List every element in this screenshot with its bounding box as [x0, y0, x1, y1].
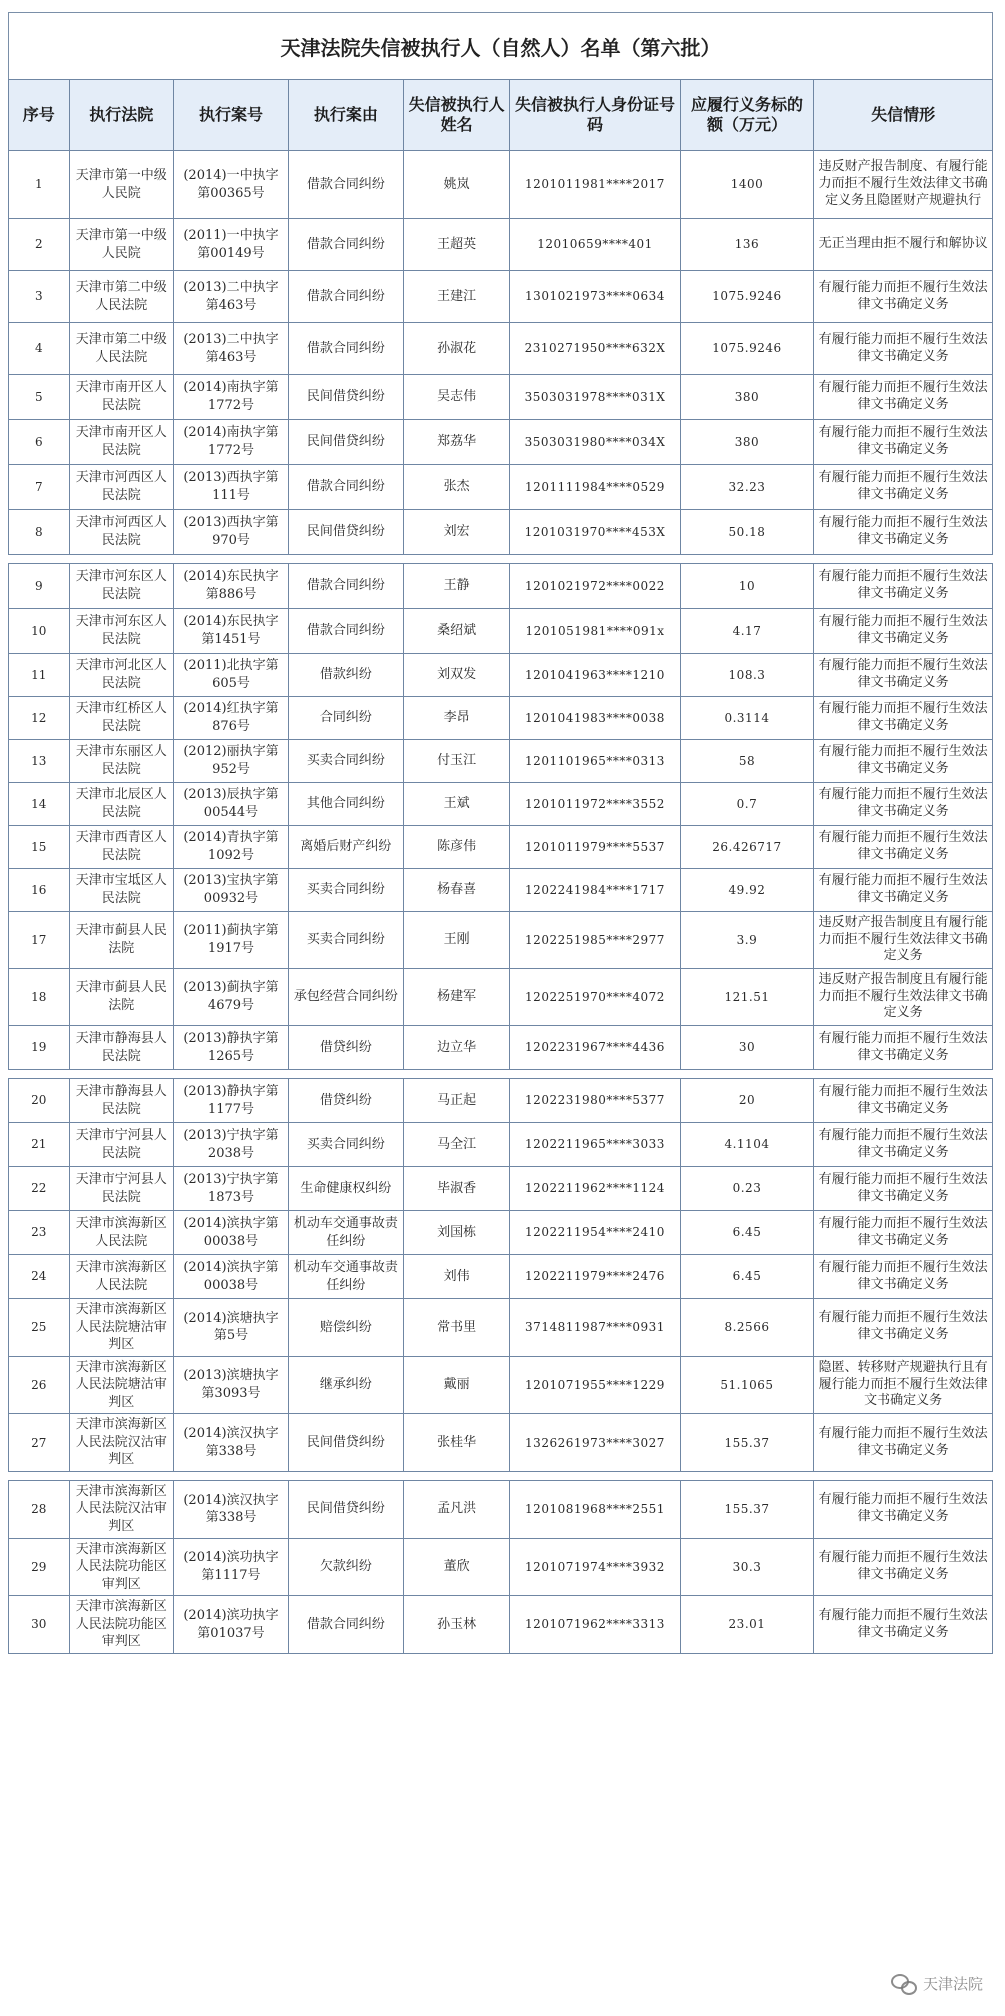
row-seq: 13 [9, 740, 70, 783]
row-court: 天津市西青区人民法院 [69, 826, 173, 869]
row-id-no: 1201011979****5537 [510, 826, 680, 869]
row-id-no: 1201111984****0529 [510, 465, 680, 510]
row-amount: 26.426717 [680, 826, 814, 869]
table-header-row [9, 80, 993, 151]
table-row [9, 375, 993, 420]
row-id-no: 1201041963****1210 [510, 654, 680, 697]
row-case-no: (2014)南执字第1772号 [174, 375, 289, 420]
row-name: 王刚 [403, 912, 510, 969]
row-amount: 136 [680, 219, 814, 271]
row-case-no: (2012)丽执字第952号 [174, 740, 289, 783]
row-case-no: (2013)二中执字第463号 [174, 323, 289, 375]
row-court: 天津市河西区人民法院 [69, 465, 173, 510]
header-amount: 应履行义务标的额（万元） [680, 80, 814, 151]
row-case-no: (2013)西执字第970号 [174, 510, 289, 555]
row-situation: 有履行能力而拒不履行生效法律文书确定义务 [814, 271, 993, 323]
row-id-no: 1202211979****2476 [510, 1255, 680, 1299]
row-situation: 有履行能力而拒不履行生效法律文书确定义务 [814, 465, 993, 510]
row-amount: 155.37 [680, 1480, 814, 1538]
header-cause: 执行案由 [288, 80, 403, 151]
row-court: 天津市北辰区人民法院 [69, 783, 173, 826]
row-seq: 21 [9, 1123, 70, 1167]
row-case-no: (2013)辰执字第00544号 [174, 783, 289, 826]
row-seq: 30 [9, 1596, 70, 1654]
row-seq: 20 [9, 1079, 70, 1123]
header-id-no: 失信被执行人身份证号码 [510, 80, 680, 151]
row-court: 天津市滨海新区人民法院功能区审判区 [69, 1538, 173, 1596]
row-case-no: (2011)一中执字第00149号 [174, 219, 289, 271]
row-name: 吴志伟 [403, 375, 510, 420]
table-row [9, 151, 993, 219]
row-seq: 29 [9, 1538, 70, 1596]
row-situation: 有履行能力而拒不履行生效法律文书确定义务 [814, 1480, 993, 1538]
row-name: 姚岚 [403, 151, 510, 219]
row-seq: 15 [9, 826, 70, 869]
row-case-no: (2011)北执字第605号 [174, 654, 289, 697]
row-court: 天津市滨海新区人民法院塘沽审判区 [69, 1356, 173, 1414]
row-situation: 有履行能力而拒不履行生效法律文书确定义务 [814, 323, 993, 375]
row-situation: 有履行能力而拒不履行生效法律文书确定义务 [814, 1026, 993, 1070]
row-name: 王超英 [403, 219, 510, 271]
row-case-no: (2014)一中执字第00365号 [174, 151, 289, 219]
row-situation: 有履行能力而拒不履行生效法律文书确定义务 [814, 609, 993, 654]
row-seq: 4 [9, 323, 70, 375]
row-court: 天津市滨海新区人民法院 [69, 1255, 173, 1299]
row-name: 张杰 [403, 465, 510, 510]
table-row [9, 969, 993, 1026]
table-row [9, 609, 993, 654]
row-name: 刘伟 [403, 1255, 510, 1299]
row-court: 天津市第一中级人民院 [69, 219, 173, 271]
row-case-no: (2013)宁执字第2038号 [174, 1123, 289, 1167]
row-amount: 23.01 [680, 1596, 814, 1654]
table-row [9, 564, 993, 609]
row-cause: 买卖合同纠纷 [288, 869, 403, 912]
row-court: 天津市滨海新区人民法院汉沽审判区 [69, 1414, 173, 1472]
row-case-no: (2014)滨功执字第1117号 [174, 1538, 289, 1596]
row-cause: 民间借贷纠纷 [288, 510, 403, 555]
table-row [9, 271, 993, 323]
table-row [9, 1079, 993, 1123]
row-seq: 11 [9, 654, 70, 697]
document-sheet [8, 12, 993, 1654]
row-name: 毕淑香 [403, 1167, 510, 1211]
row-id-no: 1202251970****4072 [510, 969, 680, 1026]
row-seq: 14 [9, 783, 70, 826]
row-seq: 18 [9, 969, 70, 1026]
row-amount: 4.17 [680, 609, 814, 654]
row-amount: 30.3 [680, 1538, 814, 1596]
row-situation: 有履行能力而拒不履行生效法律文书确定义务 [814, 783, 993, 826]
row-amount: 1400 [680, 151, 814, 219]
row-cause: 借贷纠纷 [288, 1079, 403, 1123]
row-amount: 4.1104 [680, 1123, 814, 1167]
row-name: 王建江 [403, 271, 510, 323]
row-amount: 1075.9246 [680, 271, 814, 323]
table-row [9, 1480, 993, 1538]
row-id-no: 1202231967****4436 [510, 1026, 680, 1070]
table-row [9, 1538, 993, 1596]
row-id-no: 1201071974****3932 [510, 1538, 680, 1596]
table-row [9, 1167, 993, 1211]
row-case-no: (2013)宝执字第00932号 [174, 869, 289, 912]
row-situation: 有履行能力而拒不履行生效法律文书确定义务 [814, 1211, 993, 1255]
row-court: 天津市静海县人民法院 [69, 1026, 173, 1070]
row-situation: 有履行能力而拒不履行生效法律文书确定义务 [814, 1167, 993, 1211]
row-seq: 23 [9, 1211, 70, 1255]
row-court: 天津市河西区人民法院 [69, 510, 173, 555]
row-name: 王斌 [403, 783, 510, 826]
row-court: 天津市河东区人民法院 [69, 609, 173, 654]
row-id-no: 1202211954****2410 [510, 1211, 680, 1255]
row-situation: 有履行能力而拒不履行生效法律文书确定义务 [814, 1123, 993, 1167]
row-court: 天津市宁河县人民法院 [69, 1167, 173, 1211]
row-cause: 离婚后财产纠纷 [288, 826, 403, 869]
table-row [9, 1255, 993, 1299]
row-name: 桑绍斌 [403, 609, 510, 654]
row-cause: 买卖合同纠纷 [288, 740, 403, 783]
row-name: 郑荔华 [403, 420, 510, 465]
row-case-no: (2013)蓟执字第4679号 [174, 969, 289, 1026]
table-row [9, 697, 993, 740]
row-cause: 借贷纠纷 [288, 1026, 403, 1070]
row-cause: 借款纠纷 [288, 654, 403, 697]
row-amount: 6.45 [680, 1255, 814, 1299]
row-id-no: 1301021973****0634 [510, 271, 680, 323]
table-body [9, 151, 993, 1654]
row-court: 天津市南开区人民法院 [69, 375, 173, 420]
row-amount: 58 [680, 740, 814, 783]
row-id-no: 1326261973****3027 [510, 1414, 680, 1472]
row-id-no: 1201031970****453X [510, 510, 680, 555]
row-cause: 欠款纠纷 [288, 1538, 403, 1596]
row-case-no: (2013)滨塘执字第3093号 [174, 1356, 289, 1414]
table-row [9, 1299, 993, 1357]
row-amount: 0.3114 [680, 697, 814, 740]
row-seq: 7 [9, 465, 70, 510]
row-seq: 28 [9, 1480, 70, 1538]
row-amount: 30 [680, 1026, 814, 1070]
row-id-no: 1202241984****1717 [510, 869, 680, 912]
row-id-no: 3714811987****0931 [510, 1299, 680, 1357]
row-seq: 24 [9, 1255, 70, 1299]
row-amount: 380 [680, 420, 814, 465]
table-row [9, 869, 993, 912]
table-row [9, 1123, 993, 1167]
row-situation: 有履行能力而拒不履行生效法律文书确定义务 [814, 697, 993, 740]
row-amount: 155.37 [680, 1414, 814, 1472]
row-cause: 借款合同纠纷 [288, 323, 403, 375]
table-row [9, 912, 993, 969]
row-court: 天津市滨海新区人民法院功能区审判区 [69, 1596, 173, 1654]
row-court: 天津市第二中级人民法院 [69, 323, 173, 375]
row-cause: 买卖合同纠纷 [288, 912, 403, 969]
row-name: 孙淑花 [403, 323, 510, 375]
row-case-no: (2013)二中执字第463号 [174, 271, 289, 323]
row-court: 天津市第二中级人民法院 [69, 271, 173, 323]
row-name: 孙玉林 [403, 1596, 510, 1654]
row-situation: 违反财产报告制度、有履行能力而拒不履行生效法律文书确定义务且隐匿财产规避执行 [814, 151, 993, 219]
row-seq: 22 [9, 1167, 70, 1211]
row-cause: 其他合同纠纷 [288, 783, 403, 826]
row-court: 天津市宝坻区人民法院 [69, 869, 173, 912]
row-case-no: (2014)红执字第876号 [174, 697, 289, 740]
table-row [9, 740, 993, 783]
row-name: 马全江 [403, 1123, 510, 1167]
row-case-no: (2014)滨功执字第01037号 [174, 1596, 289, 1654]
row-court: 天津市滨海新区人民法院汉沽审判区 [69, 1480, 173, 1538]
header-case-no: 执行案号 [174, 80, 289, 151]
row-situation: 违反财产报告制度且有履行能力而拒不履行生效法律文书确定义务 [814, 912, 993, 969]
row-id-no: 1201021972****0022 [510, 564, 680, 609]
row-court: 天津市河北区人民法院 [69, 654, 173, 697]
row-name: 杨建军 [403, 969, 510, 1026]
row-situation: 有履行能力而拒不履行生效法律文书确定义务 [814, 564, 993, 609]
row-seq: 16 [9, 869, 70, 912]
row-case-no: (2013)西执字第111号 [174, 465, 289, 510]
row-amount: 0.23 [680, 1167, 814, 1211]
table-row [9, 219, 993, 271]
row-cause: 机动车交通事故责任纠纷 [288, 1255, 403, 1299]
row-situation: 有履行能力而拒不履行生效法律文书确定义务 [814, 826, 993, 869]
table-row [9, 323, 993, 375]
row-situation: 有履行能力而拒不履行生效法律文书确定义务 [814, 1079, 993, 1123]
wechat-icon [891, 1972, 917, 1994]
row-amount: 1075.9246 [680, 323, 814, 375]
row-case-no: (2014)滨汉执字第338号 [174, 1414, 289, 1472]
row-situation: 违反财产报告制度且有履行能力而拒不履行生效法律文书确定义务 [814, 969, 993, 1026]
row-situation: 有履行能力而拒不履行生效法律文书确定义务 [814, 654, 993, 697]
row-situation: 无正当理由拒不履行和解协议 [814, 219, 993, 271]
row-seq: 5 [9, 375, 70, 420]
table-row [9, 465, 993, 510]
row-situation: 有履行能力而拒不履行生效法律文书确定义务 [814, 869, 993, 912]
table-row [9, 1211, 993, 1255]
row-id-no: 1202211965****3033 [510, 1123, 680, 1167]
table-row [9, 1356, 993, 1414]
row-cause: 民间借贷纠纷 [288, 1480, 403, 1538]
row-seq: 19 [9, 1026, 70, 1070]
row-cause: 生命健康权纠纷 [288, 1167, 403, 1211]
row-amount: 380 [680, 375, 814, 420]
row-cause: 买卖合同纠纷 [288, 1123, 403, 1167]
row-cause: 借款合同纠纷 [288, 564, 403, 609]
row-court: 天津市滨海新区人民法院 [69, 1211, 173, 1255]
row-seq: 9 [9, 564, 70, 609]
section-gap [9, 1471, 993, 1480]
row-situation: 有履行能力而拒不履行生效法律文书确定义务 [814, 510, 993, 555]
table-row [9, 1026, 993, 1070]
row-situation: 有履行能力而拒不履行生效法律文书确定义务 [814, 1299, 993, 1357]
row-id-no: 1202251985****2977 [510, 912, 680, 969]
row-name: 边立华 [403, 1026, 510, 1070]
row-id-no: 1201011981****2017 [510, 151, 680, 219]
row-amount: 32.23 [680, 465, 814, 510]
row-cause: 民间借贷纠纷 [288, 420, 403, 465]
watermark-text: 天津法院 [922, 1974, 983, 1993]
section-gap-cell [9, 1471, 993, 1480]
table-row [9, 654, 993, 697]
row-case-no: (2014)青执字第1092号 [174, 826, 289, 869]
section-gap [9, 1070, 993, 1079]
row-name: 刘国栋 [403, 1211, 510, 1255]
row-cause: 继承纠纷 [288, 1356, 403, 1414]
row-name: 张桂华 [403, 1414, 510, 1472]
watermark [891, 1972, 983, 1994]
row-id-no: 1201011972****3552 [510, 783, 680, 826]
row-court: 天津市蓟县人民法院 [69, 969, 173, 1026]
header-name: 失信被执行人姓名 [403, 80, 510, 151]
row-id-no: 1201071962****3313 [510, 1596, 680, 1654]
row-seq: 26 [9, 1356, 70, 1414]
row-amount: 108.3 [680, 654, 814, 697]
row-situation: 有履行能力而拒不履行生效法律文书确定义务 [814, 1538, 993, 1596]
row-amount: 50.18 [680, 510, 814, 555]
row-amount: 8.2566 [680, 1299, 814, 1357]
row-amount: 3.9 [680, 912, 814, 969]
table-row [9, 826, 993, 869]
row-seq: 3 [9, 271, 70, 323]
row-situation: 有履行能力而拒不履行生效法律文书确定义务 [814, 1255, 993, 1299]
row-seq: 10 [9, 609, 70, 654]
row-seq: 25 [9, 1299, 70, 1357]
row-id-no: 1202231980****5377 [510, 1079, 680, 1123]
row-name: 戴丽 [403, 1356, 510, 1414]
table-row [9, 1414, 993, 1472]
row-cause: 借款合同纠纷 [288, 271, 403, 323]
row-name: 马正起 [403, 1079, 510, 1123]
row-cause: 借款合同纠纷 [288, 465, 403, 510]
row-court: 天津市滨海新区人民法院塘沽审判区 [69, 1299, 173, 1357]
row-cause: 借款合同纠纷 [288, 219, 403, 271]
table-row [9, 510, 993, 555]
row-case-no: (2014)南执字第1772号 [174, 420, 289, 465]
row-situation: 隐匿、转移财产规避执行且有履行能力而拒不履行生效法律文书确定义务 [814, 1356, 993, 1414]
section-gap-cell [9, 555, 993, 564]
row-case-no: (2014)滨塘执字第5号 [174, 1299, 289, 1357]
row-case-no: (2014)东民执字第1451号 [174, 609, 289, 654]
row-id-no: 1201071955****1229 [510, 1356, 680, 1414]
row-name: 常书里 [403, 1299, 510, 1357]
header-court: 执行法院 [69, 80, 173, 151]
row-id-no: 1201041983****0038 [510, 697, 680, 740]
row-situation: 有履行能力而拒不履行生效法律文书确定义务 [814, 1414, 993, 1472]
row-case-no: (2014)滨执字第00038号 [174, 1255, 289, 1299]
row-amount: 49.92 [680, 869, 814, 912]
row-name: 陈彦伟 [403, 826, 510, 869]
row-court: 天津市河东区人民法院 [69, 564, 173, 609]
row-id-no: 1201101965****0313 [510, 740, 680, 783]
row-court: 天津市宁河县人民法院 [69, 1123, 173, 1167]
row-cause: 借款合同纠纷 [288, 1596, 403, 1654]
row-situation: 有履行能力而拒不履行生效法律文书确定义务 [814, 740, 993, 783]
row-cause: 承包经营合同纠纷 [288, 969, 403, 1026]
row-seq: 6 [9, 420, 70, 465]
row-amount: 121.51 [680, 969, 814, 1026]
row-id-no: 1201051981****091x [510, 609, 680, 654]
row-name: 孟凡洪 [403, 1480, 510, 1538]
row-court: 天津市东丽区人民法院 [69, 740, 173, 783]
row-id-no: 12010659****401 [510, 219, 680, 271]
row-name: 杨春喜 [403, 869, 510, 912]
row-amount: 10 [680, 564, 814, 609]
row-amount: 20 [680, 1079, 814, 1123]
row-cause: 民间借贷纠纷 [288, 1414, 403, 1472]
section-gap [9, 555, 993, 564]
row-id-no: 2310271950****632X [510, 323, 680, 375]
row-amount: 6.45 [680, 1211, 814, 1255]
row-name: 王静 [403, 564, 510, 609]
defaulter-table [8, 79, 993, 1654]
document-title: 天津法院失信被执行人（自然人）名单（第六批） [8, 12, 993, 79]
row-name: 付玉江 [403, 740, 510, 783]
row-amount: 51.1065 [680, 1356, 814, 1414]
row-situation: 有履行能力而拒不履行生效法律文书确定义务 [814, 1596, 993, 1654]
row-court: 天津市蓟县人民法院 [69, 912, 173, 969]
row-id-no: 3503031978****031X [510, 375, 680, 420]
header-seq: 序号 [9, 80, 70, 151]
row-court: 天津市红桥区人民法院 [69, 697, 173, 740]
row-cause: 合同纠纷 [288, 697, 403, 740]
row-case-no: (2014)滨汉执字第338号 [174, 1480, 289, 1538]
row-situation: 有履行能力而拒不履行生效法律文书确定义务 [814, 420, 993, 465]
row-name: 董欣 [403, 1538, 510, 1596]
row-id-no: 1202211962****1124 [510, 1167, 680, 1211]
row-cause: 民间借贷纠纷 [288, 375, 403, 420]
table-row [9, 420, 993, 465]
row-court: 天津市南开区人民法院 [69, 420, 173, 465]
header-situation: 失信情形 [814, 80, 993, 151]
row-case-no: (2013)宁执字第1873号 [174, 1167, 289, 1211]
row-seq: 12 [9, 697, 70, 740]
row-name: 刘宏 [403, 510, 510, 555]
row-case-no: (2014)东民执字第886号 [174, 564, 289, 609]
row-case-no: (2014)滨执字第00038号 [174, 1211, 289, 1255]
row-case-no: (2013)静执字第1177号 [174, 1079, 289, 1123]
row-seq: 8 [9, 510, 70, 555]
row-seq: 1 [9, 151, 70, 219]
row-cause: 机动车交通事故责任纠纷 [288, 1211, 403, 1255]
row-amount: 0.7 [680, 783, 814, 826]
table-row [9, 783, 993, 826]
row-name: 刘双发 [403, 654, 510, 697]
row-situation: 有履行能力而拒不履行生效法律文书确定义务 [814, 375, 993, 420]
row-name: 李昂 [403, 697, 510, 740]
row-cause: 借款合同纠纷 [288, 151, 403, 219]
section-gap-cell [9, 1070, 993, 1079]
row-id-no: 1201081968****2551 [510, 1480, 680, 1538]
row-seq: 2 [9, 219, 70, 271]
row-court: 天津市静海县人民法院 [69, 1079, 173, 1123]
table-row [9, 1596, 993, 1654]
row-case-no: (2013)静执字第1265号 [174, 1026, 289, 1070]
row-case-no: (2011)蓟执字第1917号 [174, 912, 289, 969]
row-cause: 借款合同纠纷 [288, 609, 403, 654]
row-seq: 27 [9, 1414, 70, 1472]
row-cause: 赔偿纠纷 [288, 1299, 403, 1357]
row-id-no: 3503031980****034X [510, 420, 680, 465]
row-court: 天津市第一中级人民院 [69, 151, 173, 219]
row-seq: 17 [9, 912, 70, 969]
